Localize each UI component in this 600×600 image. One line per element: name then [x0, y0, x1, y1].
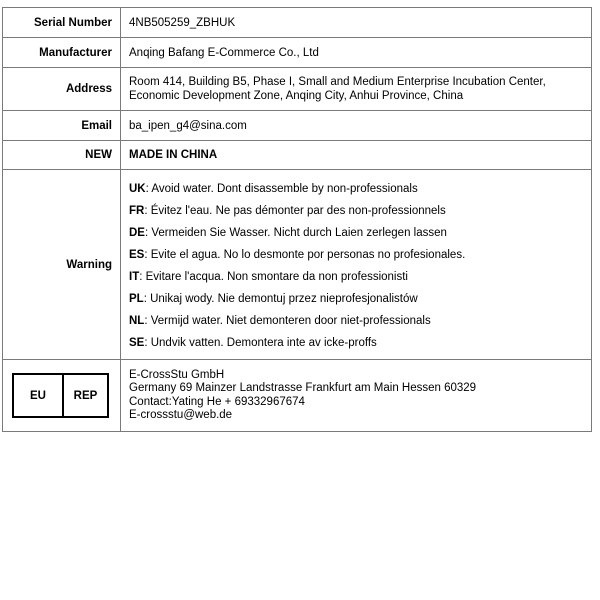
warning-item	[129, 336, 583, 350]
serial-number-label: Serial Number	[3, 8, 121, 38]
warning-text: : Vermijd water. Niet demonteren door niet-professionals	[144, 315, 431, 327]
warning-item	[129, 182, 583, 196]
warning-item	[129, 226, 583, 240]
new-label: NEW	[3, 141, 121, 170]
address-line: Room 414, Building B5, Phase I, Small and Medium Enterprise Incubation Center,	[129, 76, 546, 88]
warning-text: : Vermeiden Sie Wasser. Nicht durch Laien zerlegen lassen	[144, 227, 447, 239]
eu-rep-symbol-rep: REP	[73, 389, 98, 402]
warning-lang-code: FR	[129, 205, 145, 217]
manufacturer-value: Anqing Bafang E-Commerce Co., Ltd	[121, 38, 592, 68]
row-email	[3, 111, 592, 141]
warning-lang-code: NL	[129, 315, 145, 327]
eu-rep-symbol-eu: EU	[14, 375, 64, 416]
row-eu-rep	[3, 360, 592, 432]
warning-item	[129, 248, 583, 262]
made-in-value: MADE IN CHINA	[121, 141, 592, 170]
eu-rep-symbol	[12, 373, 109, 418]
warning-lang-code: UK	[129, 183, 146, 195]
eu-rep-email: E-crossstu@web.de	[129, 409, 233, 421]
eu-rep-contact: Contact:Yating He + 69332967674	[129, 395, 305, 408]
email-value: ba_ipen_g4@sina.com	[121, 111, 592, 141]
warning-text: : Evitare l'acqua. Non smontare da non professionisti	[139, 271, 408, 283]
warning-text: : Avoid water. Dont disassemble by non-professionals	[145, 183, 418, 195]
manufacturer-label: Manufacturer	[3, 38, 121, 68]
row-new	[3, 141, 592, 170]
warning-text: : Évitez l'eau. Ne pas démonter par des non-professionnels	[144, 205, 446, 217]
warning-label: Warning	[3, 170, 121, 360]
warning-item	[129, 204, 583, 218]
warning-lang-code: ES	[129, 249, 145, 261]
warning-lang-code: IT	[129, 271, 140, 283]
eu-rep-company: E-CrossStu GmbH	[129, 368, 225, 381]
address-value	[121, 68, 592, 111]
warning-item	[129, 292, 583, 306]
eu-rep-address: Germany 69 Mainzer Landstrasse Frankfurt am Main Hessen 60329	[129, 382, 477, 394]
row-warning	[3, 170, 592, 360]
serial-number-value: 4NB505259_ZBHUK	[121, 8, 592, 38]
address-label: Address	[3, 68, 121, 111]
warning-lang-code: PL	[129, 293, 144, 305]
address-line: Economic Development Zone, Anqing City, Anhui Province, China	[129, 90, 464, 102]
row-address	[3, 68, 592, 111]
row-serial-number	[3, 8, 592, 38]
product-label-table	[2, 7, 592, 432]
warning-lang-code: SE	[129, 337, 145, 349]
warning-item	[129, 270, 583, 284]
eu-rep-symbol-cell	[3, 360, 121, 432]
row-manufacturer	[3, 38, 592, 68]
warning-text: : Evite el agua. No lo desmonte por personas no profesionales.	[144, 249, 466, 261]
warning-list	[129, 179, 583, 350]
warning-value	[121, 170, 592, 360]
warning-item	[129, 314, 583, 328]
eu-rep-details	[121, 360, 592, 432]
warning-text: : Unikaj wody. Nie demontuj przez nieprofesjonalistów	[143, 293, 418, 305]
warning-lang-code: DE	[129, 227, 145, 239]
warning-text: : Undvik vatten. Demontera inte av icke-proffs	[144, 337, 377, 349]
email-label: Email	[3, 111, 121, 141]
